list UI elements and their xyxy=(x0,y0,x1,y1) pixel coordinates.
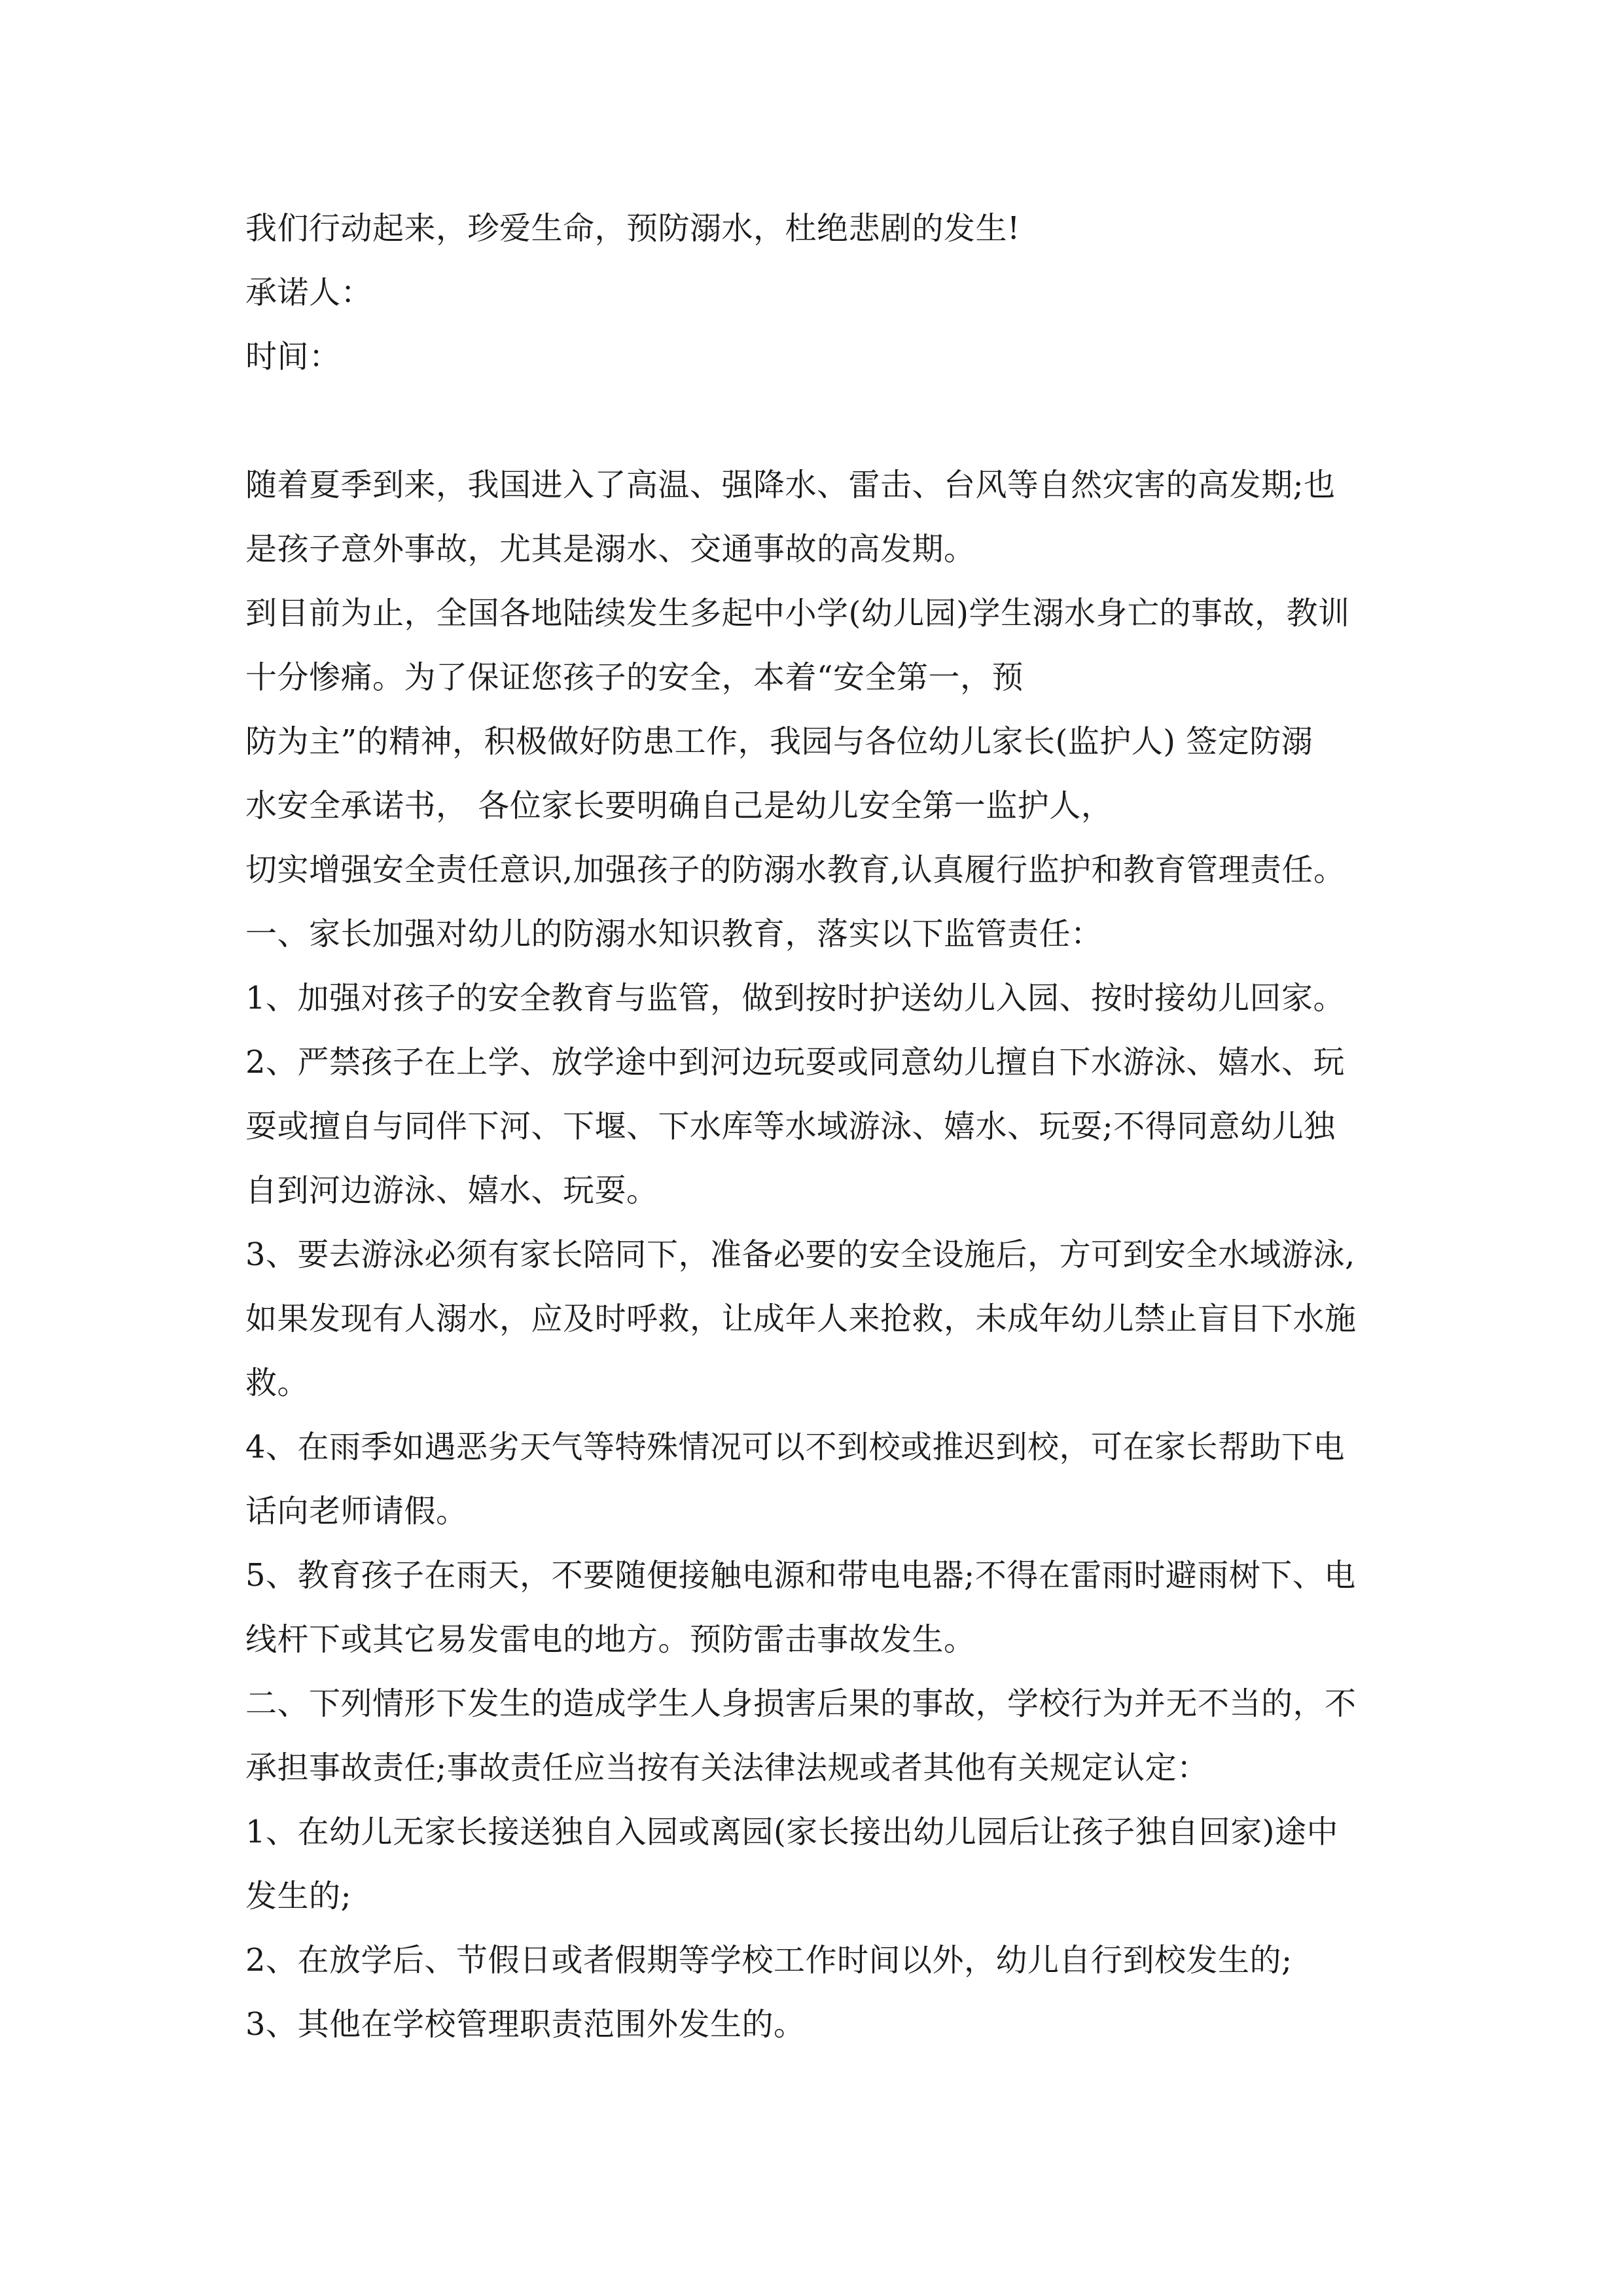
list-item: 3、其他在学校管理职责范围外发生的。 xyxy=(245,2006,806,2043)
list-item: 自到河边游泳、嬉水、玩耍。 xyxy=(245,1172,658,1209)
list-item: 1、在幼儿无家长接送独自入园或离园(家长接出幼儿园后让孩子独自回家)途中 xyxy=(245,1814,1338,1850)
section-gap xyxy=(245,389,1397,453)
body-line: 十分惨痛。为了保证您孩子的安全，本着“安全第一，预 xyxy=(245,659,1024,696)
list-item: 发生的; xyxy=(245,1878,352,1914)
section-heading: 一、家长加强对幼儿的防溺水知识教育，落实以下监管责任： xyxy=(245,916,1103,952)
body-line: 切实增强安全责任意识,加强孩子的防溺水教育,认真履行监护和教育管理责任。 xyxy=(245,852,1346,888)
list-item: 救。 xyxy=(245,1365,310,1401)
promisor-label: 承诺人： xyxy=(245,274,373,311)
list-item: 1、加强对孩子的安全教育与监管，做到按时护送幼儿入园、按时接幼儿回家。 xyxy=(245,980,1346,1016)
body-line: 水安全承诺书， 各位家长要明确自己是幼儿安全第一监护人， xyxy=(245,787,1113,824)
body-line: 随着夏季到来，我国进入了高温、强降水、雷击、台风等自然灾害的高发期;也 xyxy=(245,467,1336,503)
list-item: 3、要去游泳必须有家长陪同下，准备必要的安全设施后，方可到安全水域游泳, xyxy=(245,1236,1355,1273)
body-line: 防为主”的精神，积极做好防患工作，我园与各位幼儿家长(监护人) 签定防溺 xyxy=(245,723,1313,760)
list-item: 如果发现有人溺水，应及时呼救，让成年人来抢救，未成年幼儿禁止盲目下水施 xyxy=(245,1300,1357,1337)
list-item: 5、教育孩子在雨天，不要随便接触电源和带电电器;不得在雷雨时避雨树下、电 xyxy=(245,1557,1356,1594)
date-label: 时间： xyxy=(245,338,341,375)
body-line: 是孩子意外事故，尤其是溺水、交通事故的高发期。 xyxy=(245,531,976,567)
list-item: 2、严禁孩子在上学、放学途中到河边玩耍或同意幼儿擅自下水游泳、嬉水、玩 xyxy=(245,1044,1346,1081)
list-item: 话向老师请假。 xyxy=(245,1493,468,1530)
list-item: 耍或擅自与同伴下河、下堰、下水库等水域游泳、嬉水、玩耍;不得同意幼儿独 xyxy=(245,1108,1336,1145)
list-item: 2、在放学后、节假日或者假期等学校工作时间以外，幼儿自行到校发生的; xyxy=(245,1942,1293,1979)
section-heading: 承担事故责任;事故责任应当按有关法律法规或者其他有关规定认定： xyxy=(245,1749,1209,1786)
list-item: 线杆下或其它易发雷电的地方。预防雷击事故发生。 xyxy=(245,1621,976,1658)
section-heading: 二、下列情形下发生的造成学生人身损害后果的事故，学校行为并无不当的，不 xyxy=(245,1685,1357,1722)
document-body xyxy=(245,196,1397,2056)
list-item: 4、在雨季如遇恶劣天气等特殊情况可以不到校或推迟到校，可在家长帮助下电 xyxy=(245,1429,1346,1465)
closing-slogan: 我们行动起来，珍爱生命，预防溺水，杜绝悲剧的发生! xyxy=(245,210,1020,247)
body-line: 到目前为止，全国各地陆续发生多起中小学(幼儿园)学生溺水身亡的事故，教训 xyxy=(245,595,1350,632)
